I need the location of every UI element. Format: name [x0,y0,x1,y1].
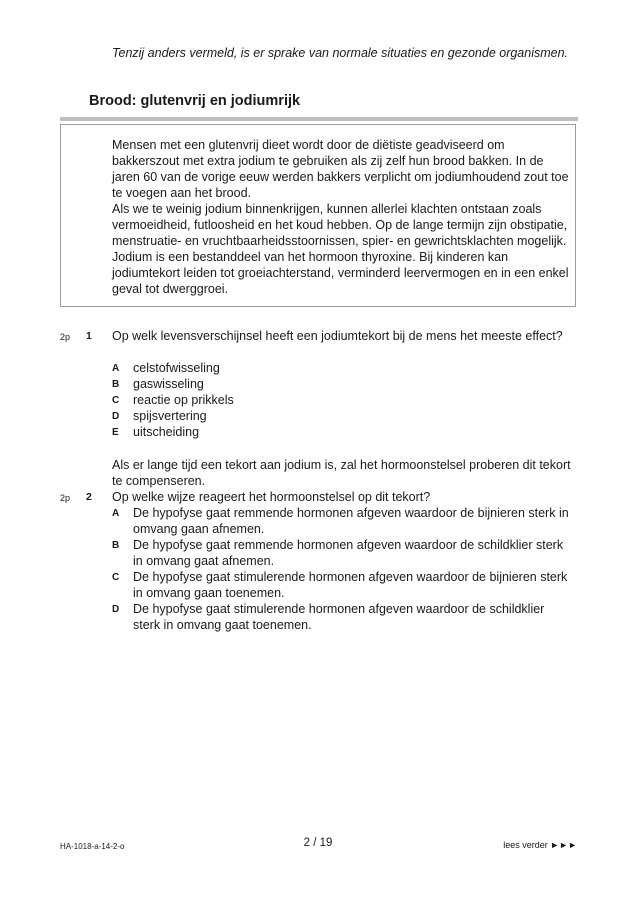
question-1-points: 2p [60,332,71,342]
question-2-number: 2 [86,491,92,503]
option-letter: D [112,604,120,615]
question-1-number: 1 [86,330,92,342]
exam-code: HA-1018-a-14-2-o [60,842,125,851]
question-2-option-d[interactable] [112,601,572,633]
option-letter: A [112,363,120,374]
option-letter: C [112,395,120,406]
continue-note: lees verder ►►► [503,840,577,850]
option-letter: B [112,379,120,390]
option-text: De hypofyse gaat remmende hormonen afgeven waardoor de schildklier sterk in omvang gaat afnemen. [133,538,564,568]
question-1-option-d[interactable] [112,408,572,424]
option-letter: B [112,540,120,551]
question-1-option-e[interactable] [112,424,572,440]
question-2-lead: Als er lange tijd een tekort aan jodium is, zal het hormoonstelsel proberen dit tekort te compenseren. [112,458,571,488]
context-paragraph-1: Mensen met een glutenvrij dieet wordt door de diëtiste geadviseerd om bakkerszout met extra jodium te gebruiken als zij zelf hun brood bakken. In de jaren 60 van de vorige eeuw werden bakkers verplicht om jodiumhoudend zout toe te voegen aan het brood. [112,138,569,200]
question-2-text: Op welke wijze reageert het hormoonstelsel op dit tekort? [112,490,431,504]
question-1-options [112,360,572,440]
context-paragraph-2: Als we te weinig jodium binnenkrijgen, kunnen allerlei klachten ontstaan zoals vermoeidheid, futloosheid en het koud hebben. Op de lange termijn zijn obstipatie, menstruatie- en vruchtbaarheidsstoornissen, spier- en gewrichtsklachten mogelijk. Jodium is een bestanddeel van het hormoon thyroxine. Bij kinderen kan jodiumtekort leiden tot groeiachterstand, verminderd leervermogen en in een enkel geval tot dwerggroei. [112,202,569,296]
question-2-option-b[interactable] [112,537,572,569]
question-1-text: Op welk levensverschijnsel heeft een jodiumtekort bij de mens het meeste effect? [112,329,563,343]
context-text [112,137,572,297]
question-1-option-c[interactable] [112,392,572,408]
question-2-option-a[interactable] [112,505,572,537]
option-letter: C [112,572,120,583]
option-letter: A [112,508,120,519]
question-2-options [112,505,572,633]
question-2-option-c[interactable] [112,569,572,601]
option-text: De hypofyse gaat stimulerende hormonen afgeven waardoor de bijnieren sterk in omvang gaan toenemen. [133,570,568,600]
question-1-option-a[interactable] [112,360,572,376]
intro-note: Tenzij anders vermeld, is er sprake van normale situaties en gezonde organismen. [112,46,569,60]
option-text: spijsvertering [133,409,207,423]
option-letter: D [112,411,120,422]
section-rule [60,117,578,121]
option-text: uitscheiding [133,425,200,439]
option-text: De hypofyse gaat remmende hormonen afgeven waardoor de bijnieren sterk in omvang gaan afnemen. [133,506,569,536]
option-text: gaswisseling [133,377,204,391]
question-2-points: 2p [60,493,71,503]
option-letter: E [112,427,119,438]
section-title: Brood: glutenvrij en jodiumrijk [89,93,301,109]
option-text: De hypofyse gaat stimulerende hormonen afgeven waardoor de schildklier sterk in omvang gaat toenemen. [133,602,545,632]
question-1-option-b[interactable] [112,376,572,392]
option-text: reactie op prikkels [133,393,234,407]
page-number: 2 / 19 [303,837,333,849]
option-text: celstofwisseling [133,361,220,375]
